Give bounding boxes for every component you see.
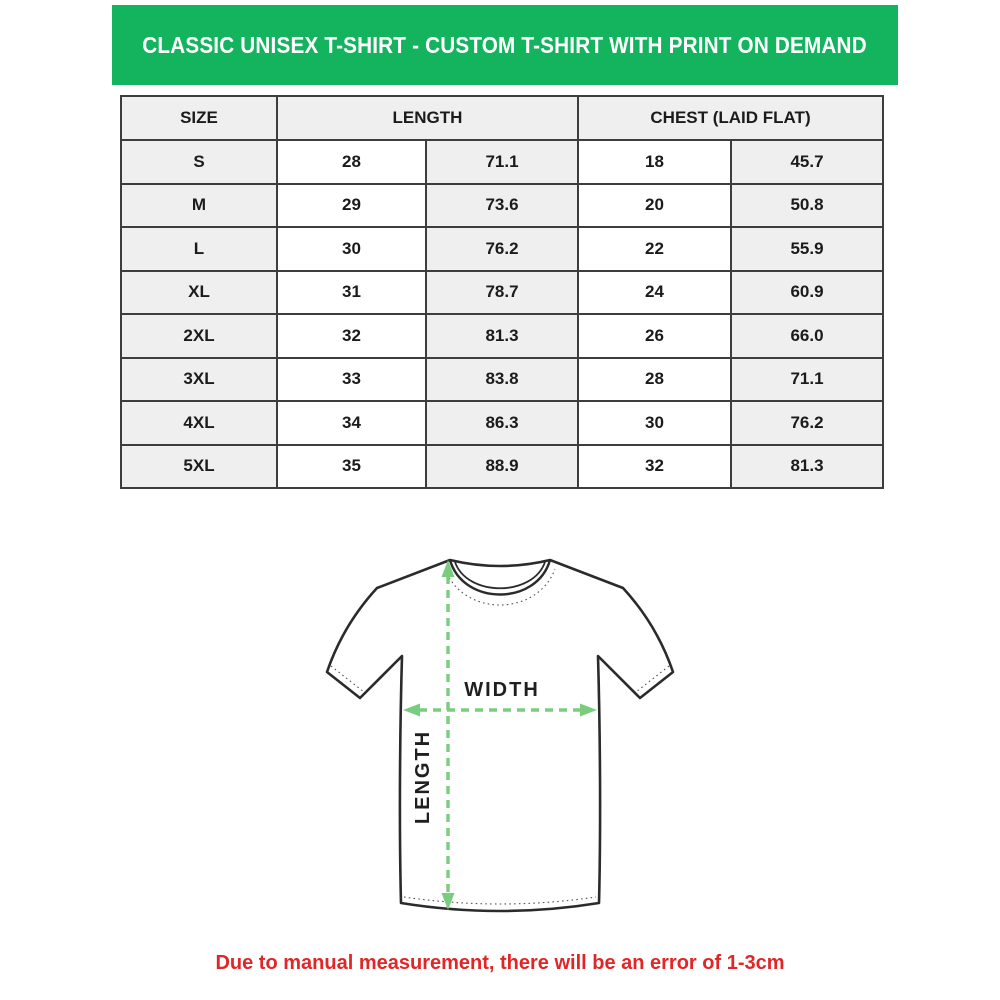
size-cell: 3XL <box>121 358 277 402</box>
product-title-banner <box>112 5 898 85</box>
chest-in-cell: 24 <box>578 271 731 315</box>
table-row <box>121 227 883 271</box>
size-cell: S <box>121 140 277 184</box>
length-in-cell: 34 <box>277 401 426 445</box>
length-in-cell: 29 <box>277 184 426 228</box>
table-row <box>121 271 883 315</box>
chest-in-cell: 32 <box>578 445 731 489</box>
chest-cm-cell: 50.8 <box>731 184 883 228</box>
size-cell: 4XL <box>121 401 277 445</box>
column-header-length: LENGTH <box>277 96 578 140</box>
column-header-chest: CHEST (LAID FLAT) <box>578 96 883 140</box>
table-row <box>121 401 883 445</box>
chest-in-cell: 20 <box>578 184 731 228</box>
length-cm-cell: 78.7 <box>426 271 578 315</box>
table-row <box>121 140 883 184</box>
length-label: LENGTH <box>412 729 434 825</box>
chest-cm-cell: 81.3 <box>731 445 883 489</box>
chest-cm-cell: 55.9 <box>731 227 883 271</box>
length-in-cell: 33 <box>277 358 426 402</box>
tshirt-outline-icon <box>327 560 673 911</box>
header-row <box>121 96 883 140</box>
length-in-cell: 35 <box>277 445 426 489</box>
length-in-cell: 32 <box>277 314 426 358</box>
size-cell: 5XL <box>121 445 277 489</box>
length-cm-cell: 76.2 <box>426 227 578 271</box>
size-cell: L <box>121 227 277 271</box>
measurement-error-note: Due to manual measurement, there will be an error of 1-3cm <box>215 952 785 974</box>
length-in-cell: 31 <box>277 271 426 315</box>
length-in-cell: 30 <box>277 227 426 271</box>
length-cm-cell: 71.1 <box>426 140 578 184</box>
length-cm-cell: 73.6 <box>426 184 578 228</box>
table-row <box>121 184 883 228</box>
table-row <box>121 445 883 489</box>
length-cm-cell: 88.9 <box>426 445 578 489</box>
length-cm-cell: 83.8 <box>426 358 578 402</box>
column-header-size: SIZE <box>121 96 277 140</box>
tshirt-measurement-diagram <box>305 545 695 935</box>
chest-cm-cell: 66.0 <box>731 314 883 358</box>
chest-in-cell: 26 <box>578 314 731 358</box>
chest-cm-cell: 60.9 <box>731 271 883 315</box>
length-in-cell: 28 <box>277 140 426 184</box>
chest-in-cell: 18 <box>578 140 731 184</box>
size-chart-table <box>120 95 884 489</box>
length-cm-cell: 86.3 <box>426 401 578 445</box>
length-cm-cell: 81.3 <box>426 314 578 358</box>
chest-in-cell: 28 <box>578 358 731 402</box>
chest-in-cell: 22 <box>578 227 731 271</box>
chest-in-cell: 30 <box>578 401 731 445</box>
size-cell: XL <box>121 271 277 315</box>
size-chart-section <box>120 95 884 489</box>
chest-cm-cell: 45.7 <box>731 140 883 184</box>
size-cell: M <box>121 184 277 228</box>
size-cell: 2XL <box>121 314 277 358</box>
chest-cm-cell: 76.2 <box>731 401 883 445</box>
product-title: CLASSIC UNISEX T-SHIRT - CUSTOM T-SHIRT WITH PRINT ON DEMAND <box>142 31 868 58</box>
table-row <box>121 314 883 358</box>
width-label: WIDTH <box>464 679 540 701</box>
chest-cm-cell: 71.1 <box>731 358 883 402</box>
table-row <box>121 358 883 402</box>
